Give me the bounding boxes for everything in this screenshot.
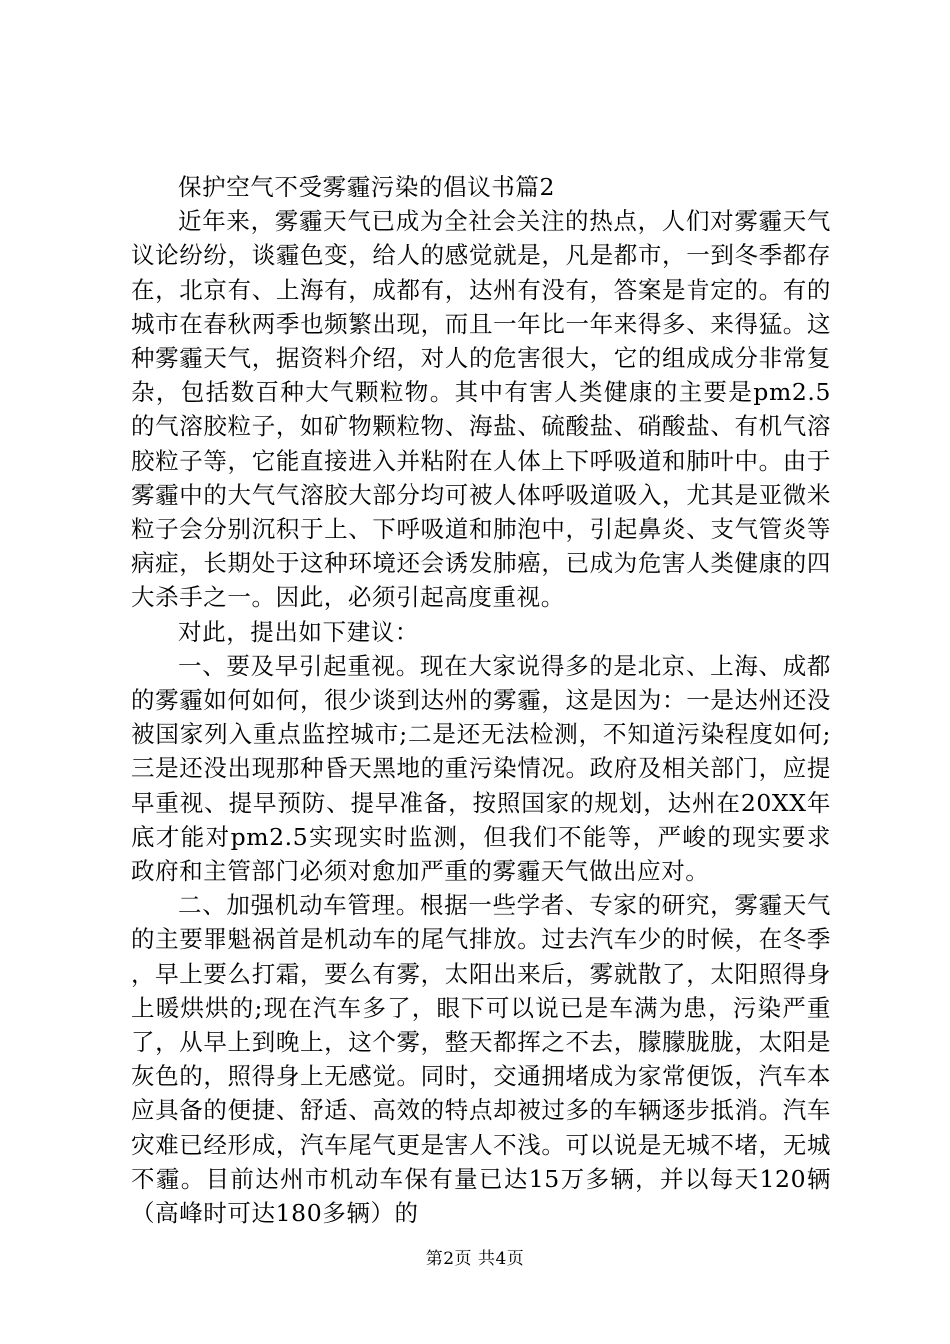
paragraph-suggestion-1: 一、要及早引起重视。现在大家说得多的是北京、上海、成都的雾霾如何如何，很少谈到达州的雾霾，这是因为：一是达州还没被国家列入重点监控城市;二是还无法检测，不知道污染程度如何;三是还没出现那种昏天黑地的重污染情况。政府及相关部门，应提早重视、提早预防、提早准备，按照国家的规划，达州在20XX年底才能对pm2.5实现实时监测，但我们不能等，严峻的现实要求政府和主管部门必须对愈加严重的雾霾天气做出应对。 [131, 651, 831, 886]
page-number-footer: 第2页 共4页 [425, 1249, 525, 1269]
document-body [131, 170, 831, 1230]
paragraph-suggestion-2: 二、加强机动车管理。根据一些学者、专家的研究，雾霾天气的主要罪魁祸首是机动车的尾气排放。过去汽车少的时候，在冬季，早上要么打霜，要么有雾，太阳出来后，雾就散了，太阳照得身上暖烘烘的;现在汽车多了，眼下可以说已是车满为患，污染严重了，从早上到晚上，这个雾，整天都挥之不去，朦朦胧胧，太阳是灰色的，照得身上无感觉。同时，交通拥堵成为家常便饭，汽车本应具备的便捷、舒适、高效的特点却被过多的车辆逐步抵消。汽车灾难已经形成，汽车尾气更是害人不浅。可以说是无城不堵，无城不霾。目前达州市机动车保有量已达15万多辆，并以每天120辆（高峰时可达180多辆）的 [131, 891, 831, 1228]
section-title: 保护空气不受雾霾污染的倡议书篇2 [178, 173, 556, 201]
paragraph-proposal-lead: 对此，提出如下建议： [178, 617, 419, 646]
paragraph-introduction: 近年来，雾霾天气已成为全社会关注的热点，人们对雾霾天气议论纷纷，谈霾色变，给人的感觉就是，凡是都市，一到冬季都存在，北京有、上海有，成都有，达州有没有，答案是肯定的。有的城市在春秋两季也频繁出现，而且一年比一年来得多、来得猛。这种雾霾天气，据资料介绍，对人的危害很大，它的组成成分非常复杂，包括数百种大气颗粒物。其中有害人类健康的主要是pm2.5的气溶胶粒子，如矿物颗粒物、海盐、硫酸盐、硝酸盐、有机气溶胶粒子等，它能直接进入并粘附在人体上下呼吸道和肺叶中。由于雾霾中的大气气溶胶大部分均可被人体呼吸道吸入，尤其是亚微米粒子会分别沉积于上、下呼吸道和肺泡中，引起鼻炎、支气管炎等病症，长期处于这种环境还会诱发肺癌，已成为危害人类健康的四大杀手之一。因此，必须引起高度重视。 [131, 207, 831, 612]
